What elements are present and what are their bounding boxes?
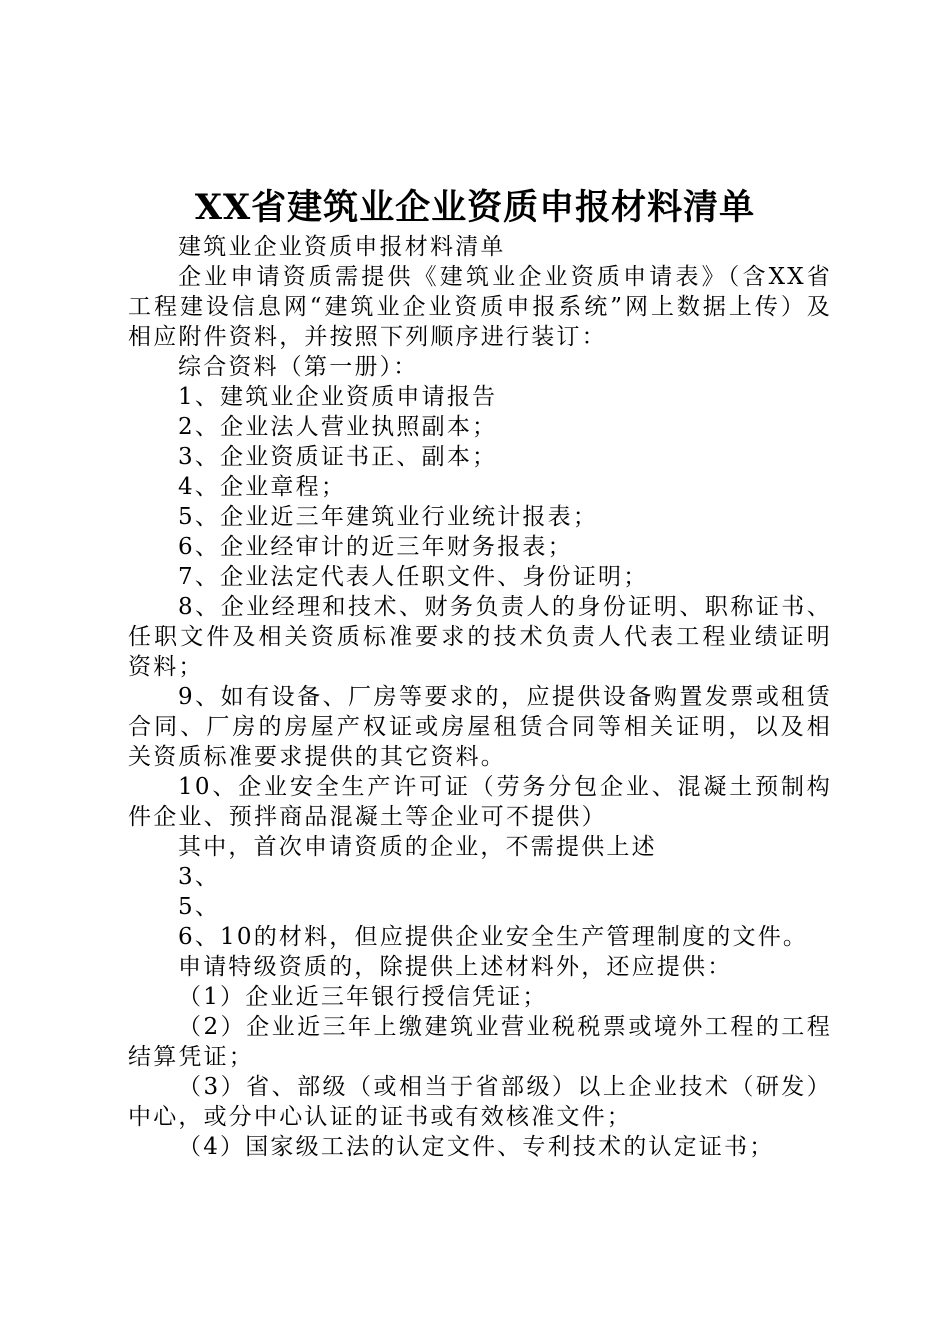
- list-item: 9、如有设备、厂房等要求的，应提供设备购置发票或租赁合同、厂房的房屋产权证或房屋租赁合同等相关证明，以及相关资质标准要求提供的其它资料。: [128, 684, 832, 770]
- list-item: 1、建筑业企业资质申请报告: [178, 384, 498, 410]
- paragraph-special-heading: 申请特级资质的，除提供上述材料外，还应提供：: [178, 954, 733, 980]
- paragraph-subtitle: 建筑业企业资质申报材料清单: [178, 234, 506, 260]
- paragraph-note: 5、: [178, 894, 221, 920]
- paragraph-note: 6、10的材料，但应提供企业安全生产管理制度的文件。: [178, 924, 809, 950]
- list-item: （2）企业近三年上缴建筑业营业税税票或境外工程的工程结算凭证；: [128, 1014, 832, 1070]
- list-item: 6、企业经审计的近三年财务报表；: [178, 534, 573, 560]
- paragraph-section-heading: 综合资料（第一册）：: [178, 354, 419, 380]
- list-item: （1）企业近三年银行授信凭证；: [178, 984, 548, 1010]
- paragraph-intro: 企业申请资质需提供《建筑业企业资质申请表》（含XX省工程建设信息网“建筑业企业资质申报系统”网上数据上传）及相应附件资料，并按照下列顺序进行装订：: [128, 264, 832, 350]
- list-item: （3）省、部级（或相当于省部级）以上企业技术（研发）中心，或分中心认证的证书或有效核准文件；: [128, 1074, 832, 1130]
- document-body: [128, 232, 832, 1162]
- list-item: 7、企业法定代表人任职文件、身份证明；: [178, 564, 649, 590]
- paragraph-note: 3、: [178, 864, 221, 890]
- list-item: 10、企业安全生产许可证（劳务分包企业、混凝土预制构件企业、预拌商品混凝土等企业可不提供）: [128, 774, 832, 830]
- list-item: （4）国家级工法的认定文件、专利技术的认定证书；: [178, 1134, 775, 1160]
- list-item: 5、企业近三年建筑业行业统计报表；: [178, 504, 599, 530]
- list-item: 3、企业资质证书正、副本；: [178, 444, 498, 470]
- list-item: 4、企业章程；: [178, 474, 347, 500]
- paragraph-note: 其中，首次申请资质的企业，不需提供上述: [178, 834, 657, 860]
- document-title: XX省建筑业企业资质申报材料清单: [194, 187, 756, 228]
- list-item: 8、企业经理和技术、财务负责人的身份证明、职称证书、任职文件及相关资质标准要求的技术负责人代表工程业绩证明资料；: [128, 594, 832, 680]
- list-item: 2、企业法人营业执照副本；: [178, 414, 498, 440]
